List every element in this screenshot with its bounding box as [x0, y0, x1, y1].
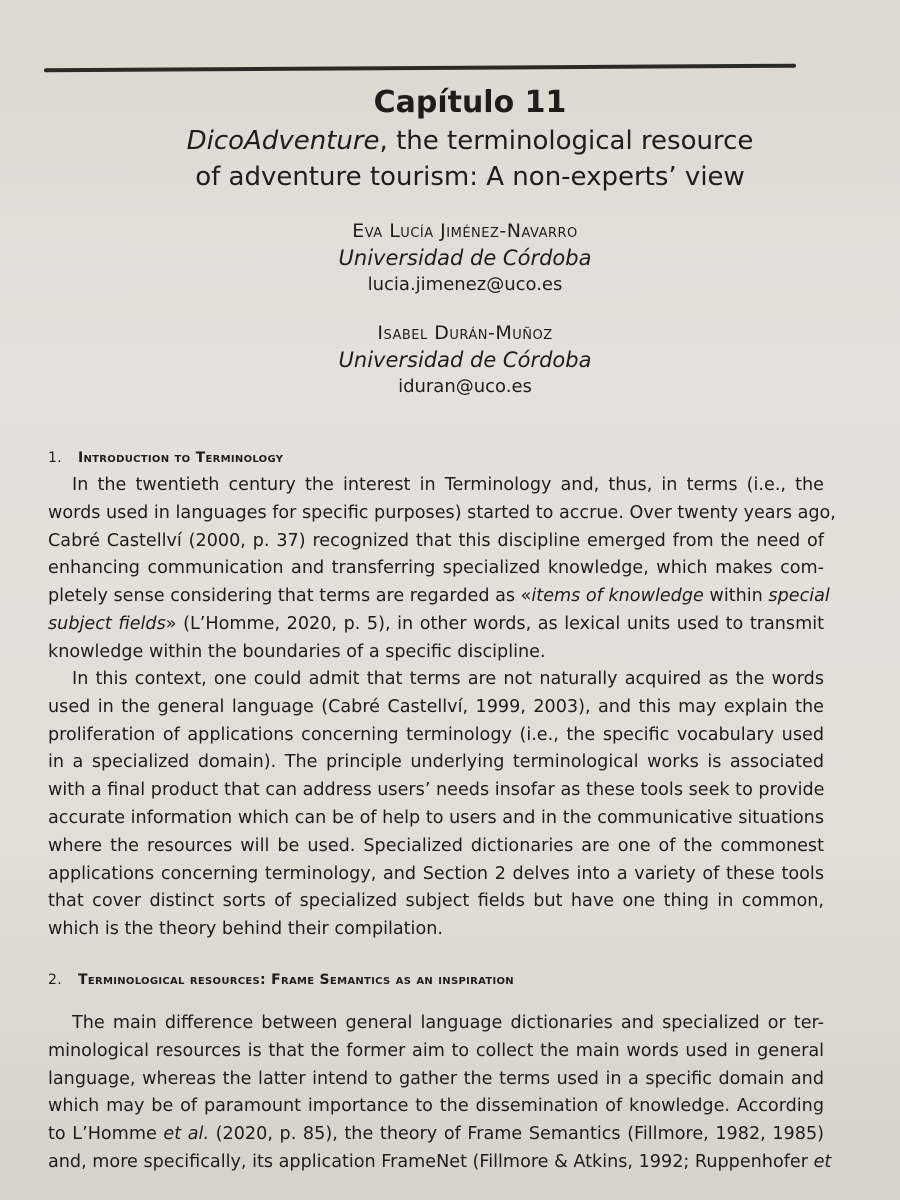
text-line: to L’Homme et al. (2020, p. 85), the theory of Frame Semantics (Fillmore, 1982, 1985) — [48, 1124, 825, 1145]
text-line: subject fields» (L’Homme, 2020, p. 5), in other words, as lexical units used to transmit — [48, 613, 824, 634]
text-line: and, more specifically, its application FrameNet (Fillmore & Atkins, 1992; Ruppenhofer et — [48, 1151, 832, 1172]
text-line: In the twentieth century the interest in Terminology and, thus, in terms (i.e., the — [72, 475, 824, 495]
author-affiliation: Universidad de Córdoba — [338, 348, 592, 372]
section-number: 2. — [48, 972, 62, 988]
chapter-number: Capítulo 11 — [373, 85, 567, 120]
text-line: in a specialized domain). The principle underlying terminological works is associated — [48, 752, 824, 773]
text-line: proliferation of applications concerning terminology (i.e., the specific vocabulary used — [48, 724, 824, 745]
text-line: with a final product that can address users’ needs insofar as these tools seek to provide — [48, 780, 825, 801]
text-line: pletely sense considering that terms are regarded as «items of knowledge within special — [48, 586, 830, 607]
paragraph-2 — [48, 666, 824, 944]
paragraph-3 — [48, 1010, 832, 1177]
title-italic: DicoAdventure — [186, 126, 380, 156]
chapter-title-block — [0, 84, 900, 194]
author-affiliation: Universidad de Córdoba — [338, 246, 592, 270]
text-line: The main difference between general language dictionaries and specialized or ter- — [72, 1013, 824, 1033]
text-line: words used in languages for specific purposes) started to accrue. Over twenty years ago, — [48, 502, 836, 523]
title-rest: , the terminological resource — [379, 126, 754, 156]
paragraph-1 — [48, 472, 836, 667]
text-line: In this context, one could admit that terms are not naturally acquired as the words — [72, 669, 824, 689]
section-title: Terminological resources: Frame Semantics as an inspiration — [78, 972, 514, 988]
section-heading-1 — [48, 450, 283, 466]
section-heading-2 — [48, 972, 514, 988]
text-line: Cabré Castellví (2000, p. 37) recognized that this discipline emerged from the need of — [48, 530, 824, 551]
section-title: Introduction to Terminology — [78, 450, 284, 466]
text-line: which is the theory behind their compilation. — [48, 919, 443, 940]
text-line: where the resources will be used. Specialized dictionaries are one of the commonest — [48, 835, 824, 856]
author-email[interactable]: iduran@uco.es — [398, 376, 532, 397]
text-line: enhancing communication and transferring specialized knowledge, which makes com- — [48, 558, 824, 579]
author-name: Eva Lucía Jiménez-Navarro — [352, 220, 578, 242]
chapter-title-line-2: of adventure tourism: A non-experts’ view — [195, 162, 745, 192]
text-line: minological resources is that the former aim to collect the main words used in general — [48, 1040, 824, 1061]
text-line: which may be of paramount importance to the dissemination of knowledge. According — [48, 1096, 824, 1117]
text-line: language, whereas the latter intend to gather the terms used in a specific domain and — [48, 1068, 824, 1089]
header-rule — [44, 64, 796, 73]
text-line: used in the general language (Cabré Castellví, 1999, 2003), and this may explain the — [48, 696, 824, 717]
text-line: that cover distinct sorts of specialized subject fields but have one thing in common, — [48, 891, 824, 912]
authors-block — [0, 218, 900, 400]
text-line: accurate information which can be of help to users and in the communicative situations — [48, 807, 824, 828]
chapter-title-line-1 — [40, 124, 900, 158]
section-number: 1. — [48, 450, 62, 466]
author-email[interactable]: lucia.jimenez@uco.es — [367, 274, 563, 295]
text-line: applications concerning terminology, and Section 2 delves into a variety of these tools — [48, 863, 824, 884]
bleed-through-text — [0, 0, 900, 40]
text-line: knowledge within the boundaries of a specific discipline. — [48, 641, 546, 662]
author-name: Isabel Durán-Muñoz — [377, 322, 553, 344]
